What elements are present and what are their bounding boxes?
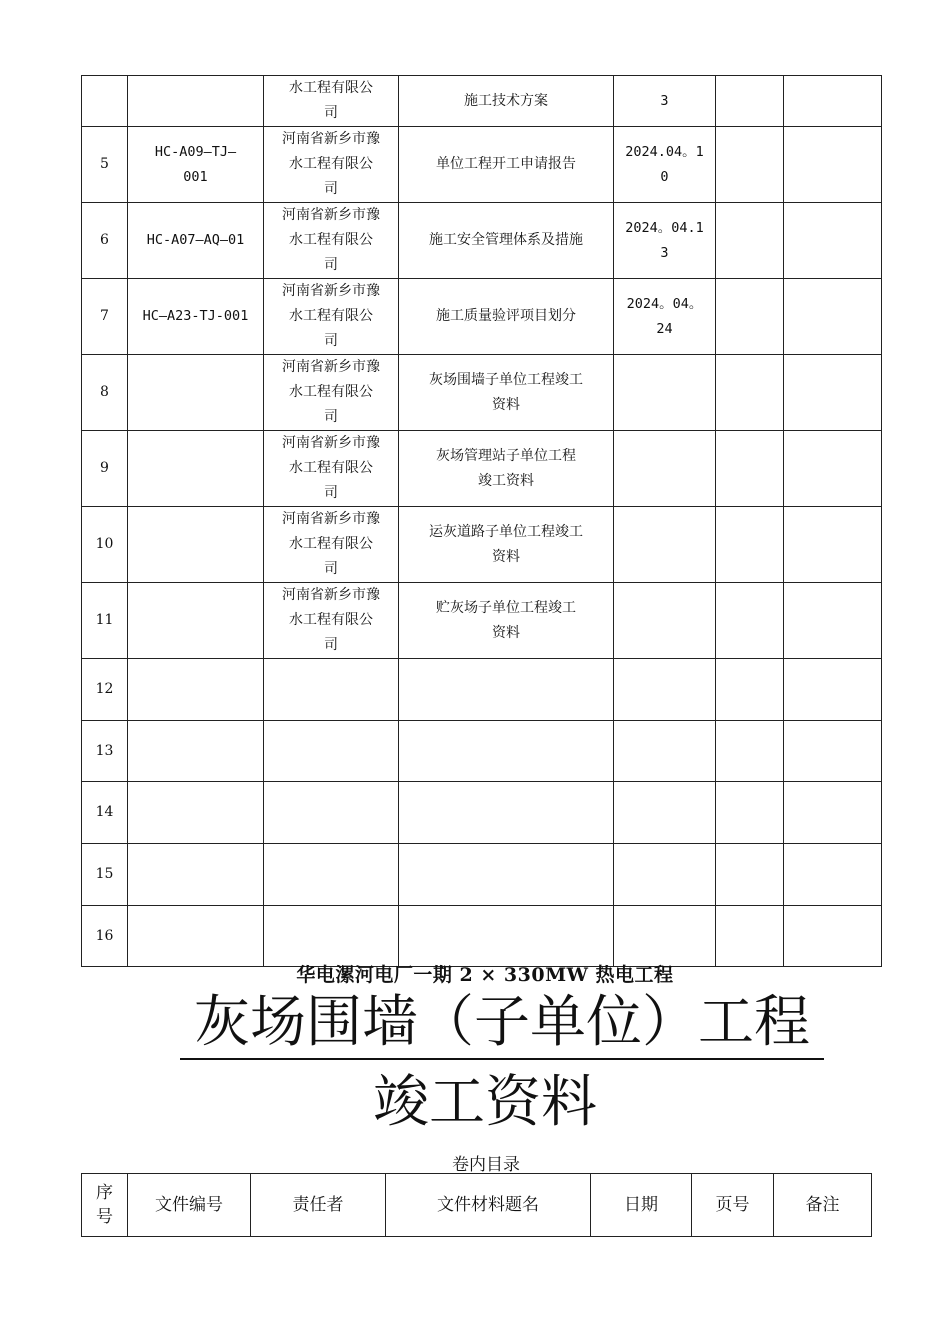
cell-date <box>614 782 716 844</box>
cell-title: 施工质量验评项目划分 <box>399 279 614 355</box>
cell-code: HC-A07—AQ—01 <box>128 203 264 279</box>
header-note: 备注 <box>774 1174 872 1237</box>
cell-party: 河南省新乡市豫 水工程有限公 司 <box>264 507 399 583</box>
cell-party: 河南省新乡市豫 水工程有限公 司 <box>264 203 399 279</box>
cell-page <box>716 431 784 507</box>
cell-note <box>784 127 882 203</box>
header-date: 日期 <box>591 1174 692 1237</box>
cell-page <box>716 906 784 967</box>
cell-note <box>784 906 882 967</box>
table-row <box>82 659 882 721</box>
cell-note <box>784 507 882 583</box>
table-row <box>82 721 882 782</box>
catalog-title: 卷内目录 <box>452 1155 520 1175</box>
cell-title <box>399 844 614 906</box>
cell-date <box>614 507 716 583</box>
cell-title: 灰场围墙子单位工程竣工 资料 <box>399 355 614 431</box>
cell-title: 灰场管理站子单位工程 竣工资料 <box>399 431 614 507</box>
cell-party: 河南省新乡市豫 水工程有限公 司 <box>264 279 399 355</box>
table-row <box>82 127 882 203</box>
cell-page <box>716 127 784 203</box>
table-row <box>82 507 882 583</box>
cell-page <box>716 76 784 127</box>
cell-no: 12 <box>82 659 128 721</box>
catalog-header-table <box>81 1173 872 1237</box>
cell-no: 16 <box>82 906 128 967</box>
header-page: 页号 <box>692 1174 774 1237</box>
cell-title <box>399 659 614 721</box>
cell-page <box>716 659 784 721</box>
cell-date: 2024。04.1 3 <box>614 203 716 279</box>
cell-no: 10 <box>82 507 128 583</box>
cell-party: 河南省新乡市豫 水工程有限公 司 <box>264 355 399 431</box>
cell-page <box>716 507 784 583</box>
cell-note <box>784 583 882 659</box>
cell-code <box>128 76 264 127</box>
cell-page <box>716 721 784 782</box>
cell-note <box>784 279 882 355</box>
cell-title: 运灰道路子单位工程竣工 资料 <box>399 507 614 583</box>
cell-code <box>128 844 264 906</box>
table-row <box>82 906 882 967</box>
cell-party <box>264 721 399 782</box>
cell-note <box>784 721 882 782</box>
table-row <box>82 203 882 279</box>
cell-no: 6 <box>82 203 128 279</box>
cell-page <box>716 279 784 355</box>
cell-page <box>716 782 784 844</box>
cell-party: 河南省新乡市豫 水工程有限公 司 <box>264 127 399 203</box>
cell-code <box>128 431 264 507</box>
cell-no: 11 <box>82 583 128 659</box>
table-row <box>82 844 882 906</box>
cell-date <box>614 431 716 507</box>
cell-code: HC—A23-TJ-001 <box>128 279 264 355</box>
cell-note <box>784 76 882 127</box>
continued-catalog-table <box>81 75 882 967</box>
cell-page <box>716 355 784 431</box>
cell-note <box>784 203 882 279</box>
cell-title: 单位工程开工申请报告 <box>399 127 614 203</box>
cell-party: 河南省新乡市豫 水工程有限公 司 <box>264 583 399 659</box>
volume-subtitle: 竣工资料 <box>373 1070 597 1135</box>
cell-code: HC-A09—TJ— 001 <box>128 127 264 203</box>
table-row <box>82 583 882 659</box>
cell-party <box>264 844 399 906</box>
cell-date <box>614 659 716 721</box>
cell-code <box>128 659 264 721</box>
cell-date: 2024.04。1 0 <box>614 127 716 203</box>
cell-note <box>784 844 882 906</box>
cell-title <box>399 782 614 844</box>
header-title: 文件材料题名 <box>386 1174 591 1237</box>
cell-no: 15 <box>82 844 128 906</box>
header-no: 序 号 <box>82 1174 128 1237</box>
table-row <box>82 431 882 507</box>
cell-no <box>82 76 128 127</box>
cell-page <box>716 203 784 279</box>
cell-party: 水工程有限公 司 <box>264 76 399 127</box>
cell-date <box>614 906 716 967</box>
cell-code <box>128 782 264 844</box>
cell-title: 贮灰场子单位工程竣工 资料 <box>399 583 614 659</box>
header-party: 责任者 <box>251 1174 386 1237</box>
cell-title: 施工技术方案 <box>399 76 614 127</box>
cell-title <box>399 906 614 967</box>
cell-code <box>128 583 264 659</box>
cell-title <box>399 721 614 782</box>
volume-title <box>0 992 950 1054</box>
cell-no: 5 <box>82 127 128 203</box>
table-row <box>82 782 882 844</box>
cell-date: 3 <box>614 76 716 127</box>
cell-note <box>784 355 882 431</box>
cell-no: 9 <box>82 431 128 507</box>
table-row <box>82 76 882 127</box>
cell-date <box>614 721 716 782</box>
cell-date <box>614 844 716 906</box>
cell-code <box>128 721 264 782</box>
cell-note <box>784 431 882 507</box>
cell-date <box>614 355 716 431</box>
table-header-row <box>82 1174 872 1237</box>
volume-title-text: 灰场围墙（子单位）工程 <box>180 990 824 1060</box>
cell-party <box>264 906 399 967</box>
cell-party <box>264 659 399 721</box>
cell-no: 7 <box>82 279 128 355</box>
cell-no: 13 <box>82 721 128 782</box>
header-code: 文件编号 <box>128 1174 251 1237</box>
cell-code <box>128 507 264 583</box>
cell-page <box>716 844 784 906</box>
cell-no: 8 <box>82 355 128 431</box>
cell-code <box>128 906 264 967</box>
cell-note <box>784 782 882 844</box>
table-row <box>82 355 882 431</box>
cell-date <box>614 583 716 659</box>
cell-date: 2024。04。 24 <box>614 279 716 355</box>
cell-title: 施工安全管理体系及措施 <box>399 203 614 279</box>
table-row <box>82 279 882 355</box>
cell-party <box>264 782 399 844</box>
cell-page <box>716 583 784 659</box>
cell-party: 河南省新乡市豫 水工程有限公 司 <box>264 431 399 507</box>
cell-no: 14 <box>82 782 128 844</box>
catalog-body <box>82 76 882 967</box>
cell-note <box>784 659 882 721</box>
cell-code <box>128 355 264 431</box>
project-name: 华电漯河电厂一期 2 × 330MW 热电工程 <box>296 964 674 986</box>
